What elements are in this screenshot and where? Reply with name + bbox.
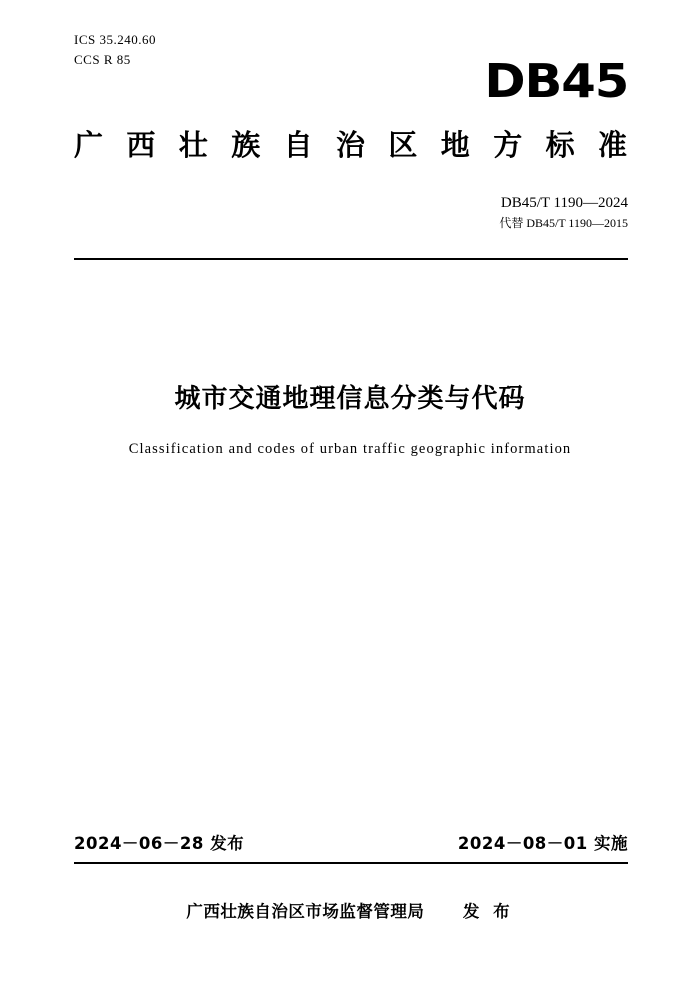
ics-classification-block [74,30,156,70]
ics-code: ICS 35.240.60 [74,32,156,47]
issuer-action: 发 布 [462,902,514,921]
document-title-chinese: 城市交通地理信息分类与代码 [174,384,526,414]
issue-date: 2024－06－28 发布 [74,834,245,853]
ccs-code: CCS R 85 [74,52,131,68]
date-row [74,830,628,854]
standard-mark-db45: DB45 [484,54,628,108]
header-divider [74,258,628,260]
standard-issuer-title: 广西壮族自治区地方标准 [74,128,628,162]
standard-number: DB45/T 1190—2024 [500,195,628,211]
effective-date: 2024－08－01 实施 [457,834,628,853]
issuer-name: 广西壮族自治区市场监督管理局 [186,902,425,921]
issuer-row [0,898,700,922]
footer-divider [74,862,628,864]
document-title-english: Classification and codes of urban traffic geographic information [128,441,572,457]
standard-replaces: 代替 DB45/T 1190—2015 [499,216,628,230]
